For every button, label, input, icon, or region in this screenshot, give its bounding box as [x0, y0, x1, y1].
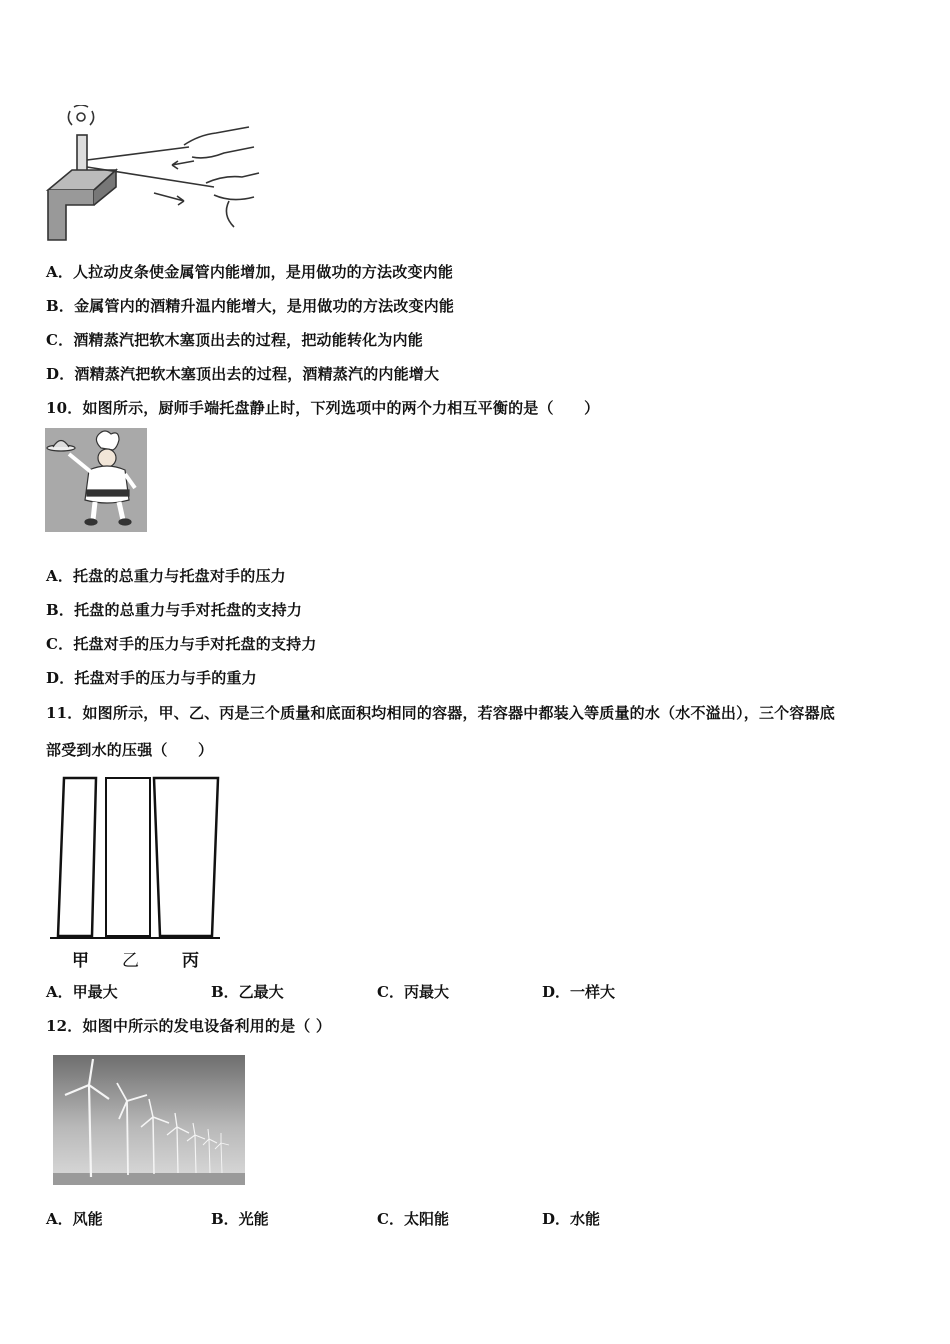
q10-question: 10．如图所示，厨师手端托盘静止时，下列选项中的两个力相互平衡的是（ ）	[46, 399, 600, 417]
q10-option-a[interactable]: A．托盘的总重力与托盘对手的压力	[46, 567, 286, 585]
q10-option-d[interactable]: D．托盘对手的压力与手的重力	[46, 669, 257, 687]
q11-option-a[interactable]: A．甲最大	[46, 983, 118, 1001]
q10-option-c[interactable]: C．托盘对手的压力与手对托盘的支持力	[46, 635, 317, 653]
container-yi	[106, 778, 150, 936]
q12-option-a[interactable]: A．风能	[46, 1210, 103, 1228]
q11-options	[46, 981, 906, 1003]
q12-option-c[interactable]: C．太阳能	[377, 1210, 449, 1228]
wind-turbines-figure	[53, 1055, 245, 1185]
q11-option-b[interactable]: B．乙最大	[211, 983, 284, 1001]
chef-tray-figure	[45, 428, 147, 532]
q11-option-c[interactable]: C．丙最大	[377, 983, 449, 1001]
q9-option-b[interactable]: B．金属管内的酒精升温内能增大，是用做功的方法改变内能	[46, 297, 455, 315]
q11-option-d[interactable]: D．一样大	[542, 983, 616, 1001]
q12-option-b[interactable]: B．光能	[211, 1210, 269, 1228]
container-label-bing: 丙	[182, 951, 200, 971]
q10-option-b[interactable]: B．托盘的总重力与手对托盘的支持力	[46, 601, 303, 619]
q12-options	[46, 1208, 906, 1230]
q9-option-c[interactable]: C．酒精蒸汽把软木塞顶出去的过程，把动能转化为内能	[46, 331, 423, 349]
q12-question: 12．如图中所示的发电设备利用的是（ ）	[46, 1017, 332, 1035]
q9-option-d[interactable]: D．酒精蒸汽把软木塞顶出去的过程，酒精蒸汽的内能增大	[46, 365, 440, 383]
container-label-jia: 甲	[72, 951, 90, 971]
containers-figure	[48, 772, 224, 970]
q9-option-a[interactable]: A．人拉动皮条使金属管内能增加，是用做功的方法改变内能	[46, 263, 454, 281]
container-jia	[58, 778, 96, 936]
q11-question-line1: 11．如图所示，甲、乙、丙是三个质量和底面积均相同的容器，若容器中都装入等质量的水（水不溢出），三个容器底	[46, 704, 835, 722]
container-bing	[154, 778, 218, 936]
container-label-yi: 乙	[122, 951, 140, 971]
friction-tube-figure	[44, 105, 266, 245]
q11-question-line2: 部受到水的压强（ ）	[46, 741, 214, 759]
q12-option-d[interactable]: D．水能	[542, 1210, 601, 1228]
